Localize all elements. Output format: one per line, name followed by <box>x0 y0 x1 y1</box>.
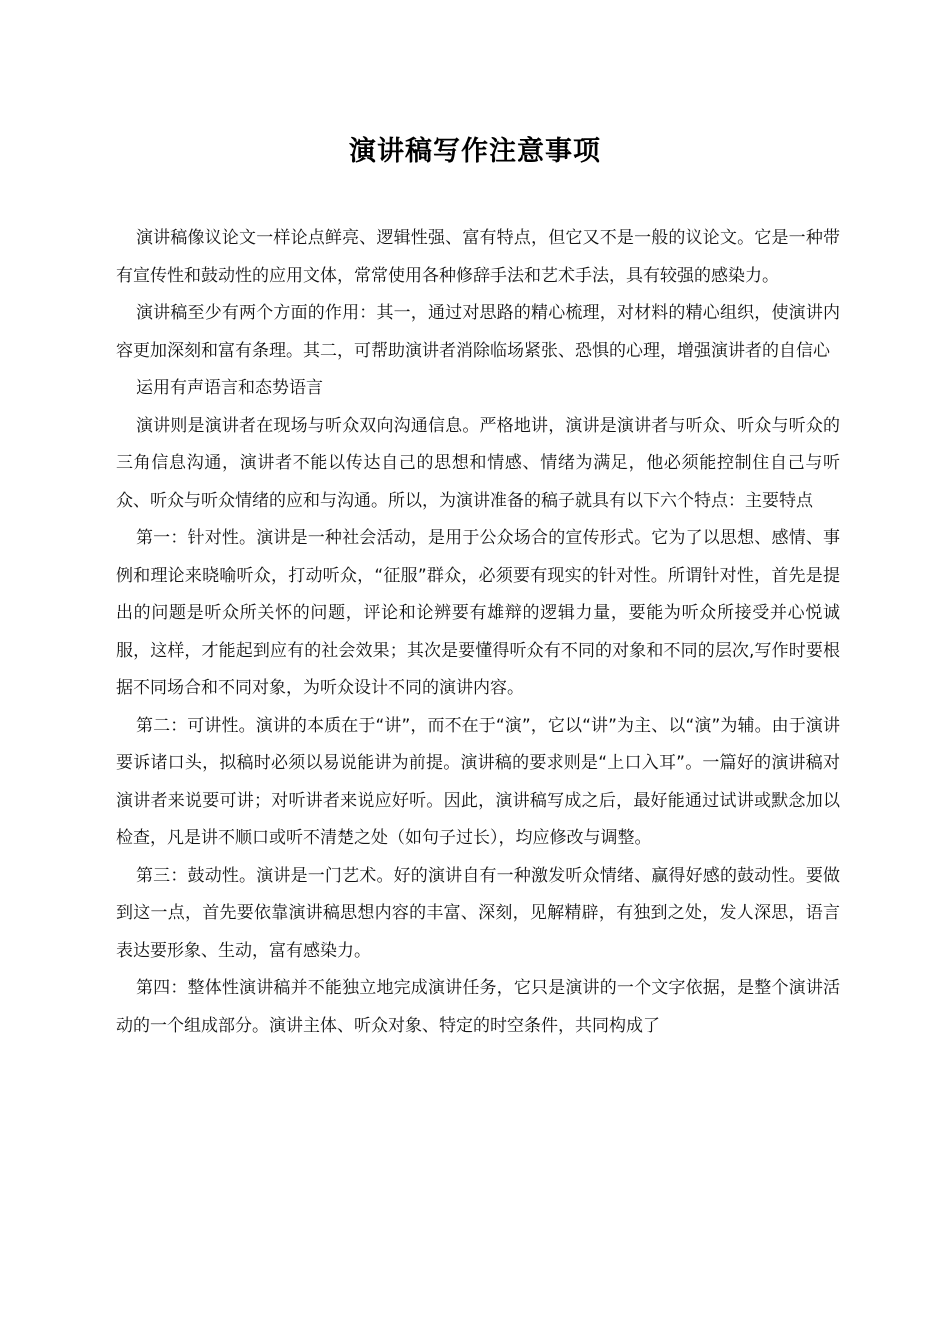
paragraph-point-3: 第三：鼓动性。演讲是一门艺术。好的演讲自有一种激发听众情绪、赢得好感的鼓动性。要做到这一点，首先要依靠演讲稿思想内容的丰富、深刻，见解精辟，有独到之处，发人深思，语言表达要形象、生动，富有感染力。 <box>116 865 840 961</box>
paragraph-point-1: 第一：针对性。演讲是一种社会活动，是用于公众场合的宣传形式。它为了以思想、感情、事例和理论来晓喻听众，打动听众，“征服”群众，必须要有现实的针对性。所谓针对性，首先是提出的问题是听众所关怀的问题，评论和论辨要有雄辩的逻辑力量，要能为听众所接受并心悦诚服，这样，才能起到应有的社会效果；其次是要懂得听众有不同的对象和不同的层次,写作时要根据不同场合和不同对象，为听众设计不同的演讲内容。 <box>116 528 840 698</box>
paragraph-communication: 演讲则是演讲者在现场与听众双向沟通信息。严格地讲，演讲是演讲者与听众、听众与听众的三角信息沟通，演讲者不能以传达自己的思想和情感、情绪为满足，他必须能控制住自己与听众、听众与听众情绪的应和与沟通。所以，为演讲准备的稿子就具有以下六个特点：主要特点 <box>116 415 840 511</box>
paragraph-intro: 演讲稿像议论文一样论点鲜亮、逻辑性强、富有特点，但它又不是一般的议论文。它是一种带有宣传性和鼓动性的应用文体，常常使用各种修辞手法和艺术手法，具有较强的感染力。 <box>116 228 840 286</box>
paragraph-point-2: 第二：可讲性。演讲的本质在于“讲”，而不在于“演”，它以“讲”为主、以“演”为辅。由于演讲要诉诸口头，拟稿时必须以易说能讲为前提。演讲稿的要求则是“上口入耳”。一篇好的演讲稿对演讲者来说要可讲；对听讲者来说应好听。因此，演讲稿写成之后，最好能通过试讲或默念加以检查，凡是讲不顺口或听不清楚之处（如句子过长），均应修改与调整。 <box>116 715 840 848</box>
document-body <box>116 220 840 1045</box>
paragraph-functions: 演讲稿至少有两个方面的作用：其一，通过对思路的精心梳理，对材料的精心组织，使演讲内容更加深刻和富有条理。其二，可帮助演讲者消除临场紧张、恐惧的心理，增强演讲者的自信心 <box>116 303 840 361</box>
page-title: 演讲稿写作注意事项 <box>349 136 601 167</box>
paragraph-point-4: 第四：整体性演讲稿并不能独立地完成演讲任务，它只是演讲的一个文字依据，是整个演讲活动的一个组成部分。演讲主体、听众对象、特定的时空条件，共同构成了 <box>116 978 840 1036</box>
paragraph-language: 运用有声语言和态势语言 <box>136 378 323 398</box>
